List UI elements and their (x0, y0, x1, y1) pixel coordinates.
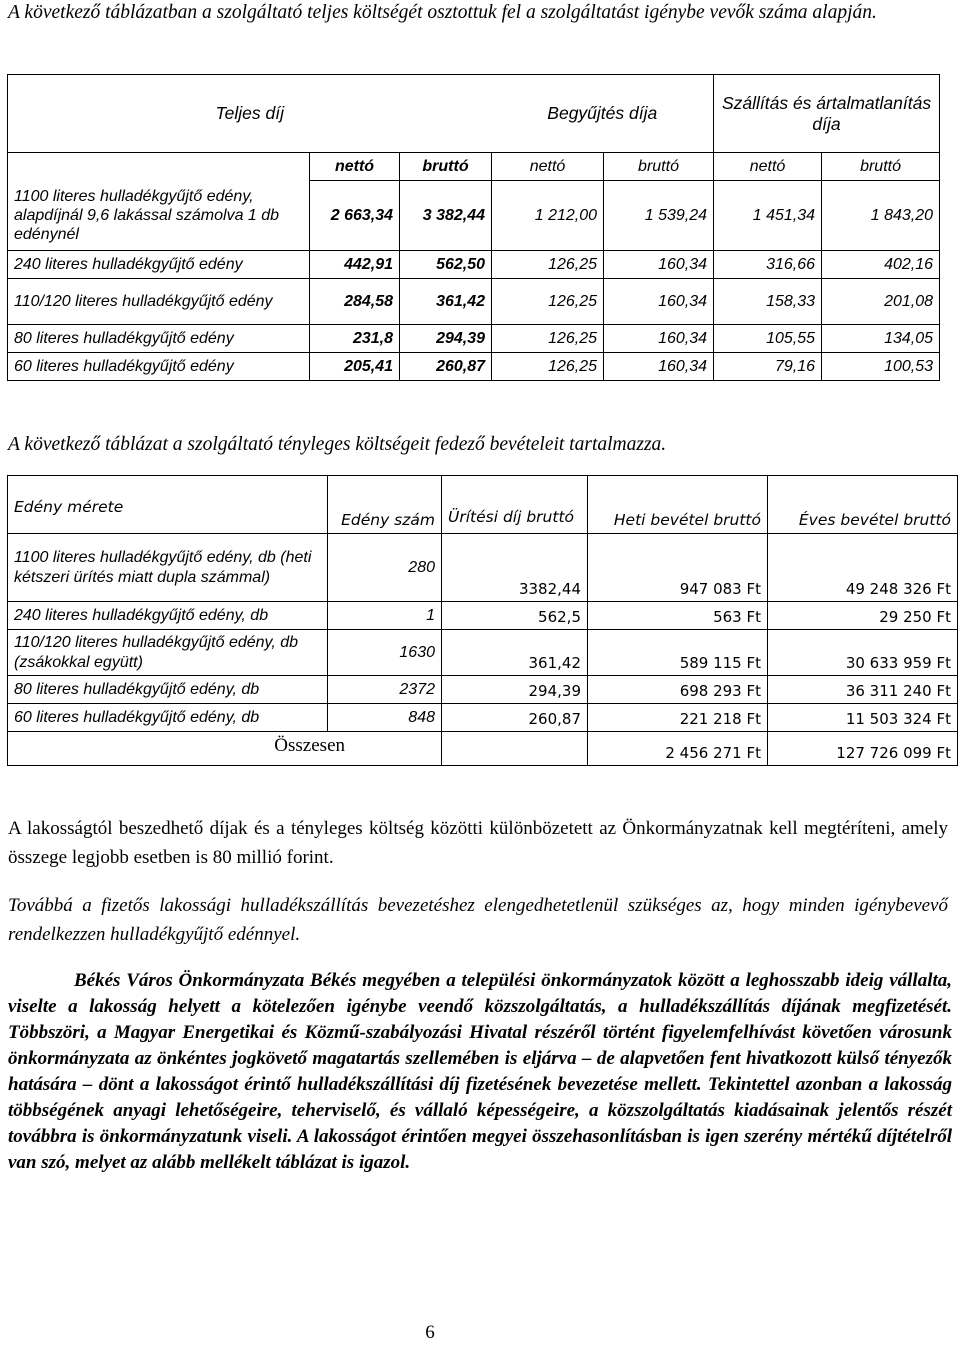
cell-yearly: 49 248 326 Ft (768, 534, 958, 602)
cell-fee: 361,42 (442, 630, 588, 676)
cell-value: 126,25 (492, 353, 604, 381)
paragraph-difference: A lakosságtól beszedhető díjak és a tényleges költség közötti különbözetett az Önkormányzatnak kell megtéríteni, amely összege legjobb esetben is 80 millió forint. (8, 818, 948, 868)
cell-fee: 260,87 (442, 704, 588, 732)
subheader-brutto-3: bruttó (822, 153, 940, 181)
cell-weekly: 589 115 Ft (588, 630, 768, 676)
cell-value: 316,66 (714, 251, 822, 279)
cell-value: 134,05 (822, 325, 940, 353)
total-label: Összesen (8, 732, 442, 766)
table-row (8, 676, 958, 704)
cell-weekly: 698 293 Ft (588, 676, 768, 704)
cell-value: 79,16 (714, 353, 822, 381)
cell-value: 442,91 (310, 251, 400, 279)
cell-value: 1 843,20 (822, 181, 940, 251)
row-label: 1100 literes hulladékgyűjtő edény, alapdíjnál 9,6 lakással számolva 1 db edénynél (8, 181, 310, 251)
subheader-netto-3: nettó (714, 153, 822, 181)
intro-text: A következő táblázatban a szolgáltató teljes költségét osztottuk fel a szolgáltatást igénybe vevők száma alapján. (8, 2, 877, 23)
subheader-netto-2: nettó (492, 153, 604, 181)
row-label: 60 literes hulladékgyűjtő edény, db (8, 704, 328, 732)
total-weekly: 2 456 271 Ft (588, 732, 768, 766)
cell-weekly: 563 Ft (588, 602, 768, 630)
cell-value: 201,08 (822, 279, 940, 325)
cell-fee: 562,5 (442, 602, 588, 630)
intro2-text: A következő táblázat a szolgáltató tényleges költségeit fedező bevételeit tartalmazza. (8, 434, 667, 455)
cell-count: 1 (328, 602, 442, 630)
cell-value: 205,41 (310, 353, 400, 381)
cell-value: 294,39 (400, 325, 492, 353)
header-szallitas-dija: Szállítás és ártalmatlanítás díja (714, 75, 940, 153)
total-empty-cell (442, 732, 588, 766)
cell-count: 1630 (328, 630, 442, 676)
cell-value: 126,25 (492, 279, 604, 325)
subheader-brutto-2: bruttó (604, 153, 714, 181)
header-eves-bevetel: Éves bevétel bruttó (768, 476, 958, 534)
table-row (8, 602, 958, 630)
cell-value: 160,34 (604, 279, 714, 325)
corner-cell (8, 153, 310, 181)
table-row (8, 325, 940, 353)
cell-value: 1 451,34 (714, 181, 822, 251)
cell-value: 126,25 (492, 325, 604, 353)
subheader-brutto-1: bruttó (400, 153, 492, 181)
row-label: 80 literes hulladékgyűjtő edény (8, 325, 310, 353)
header-begyujtes-dija: Begyűjtés díja (492, 75, 714, 153)
cell-fee: 3382,44 (442, 534, 588, 602)
cell-yearly: 36 311 240 Ft (768, 676, 958, 704)
table-row (8, 630, 958, 676)
header-uritesi-dij: Ürítési díj bruttó (442, 476, 588, 534)
cell-value: 100,53 (822, 353, 940, 381)
cell-value: 231,8 (310, 325, 400, 353)
cell-yearly: 30 633 959 Ft (768, 630, 958, 676)
paragraph-requirement: Továbbá a fizetős lakossági hulladékszállítás bevezetéshez elengedhetetlenül szükséges az, hogy minden igénybevevő rendelkezzen hulladékgyűjtő edénnyel. (8, 895, 948, 945)
page-number: 6 (425, 1322, 435, 1343)
row-label: 110/120 literes hulladékgyűjtő edény (8, 279, 310, 325)
row-label: 60 literes hulladékgyűjtő edény (8, 353, 310, 381)
cell-value: 2 663,34 (310, 181, 400, 251)
cell-value: 562,50 (400, 251, 492, 279)
cell-yearly: 29 250 Ft (768, 602, 958, 630)
cell-yearly: 11 503 324 Ft (768, 704, 958, 732)
header-heti-bevetel: Heti bevétel bruttó (588, 476, 768, 534)
row-label: 240 literes hulladékgyűjtő edény (8, 251, 310, 279)
cell-value: 1 539,24 (604, 181, 714, 251)
cell-value: 126,25 (492, 251, 604, 279)
cell-value: 260,87 (400, 353, 492, 381)
table-row (8, 534, 958, 602)
cell-count: 2372 (328, 676, 442, 704)
cell-value: 3 382,44 (400, 181, 492, 251)
subheader-netto-1: nettó (310, 153, 400, 181)
cell-value: 105,55 (714, 325, 822, 353)
cell-value: 160,34 (604, 251, 714, 279)
row-label: 80 literes hulladékgyűjtő edény, db (8, 676, 328, 704)
cost-breakdown-table (7, 74, 940, 381)
total-row (8, 732, 958, 766)
cell-weekly: 221 218 Ft (588, 704, 768, 732)
cell-value: 160,34 (604, 325, 714, 353)
cell-weekly: 947 083 Ft (588, 534, 768, 602)
revenue-table (7, 475, 958, 766)
header-teljes-dij: Teljes díj (8, 75, 492, 153)
cell-count: 848 (328, 704, 442, 732)
table-row (8, 279, 940, 325)
row-label: 240 literes hulladékgyűjtő edény, db (8, 602, 328, 630)
cell-value: 284,58 (310, 279, 400, 325)
table-row (8, 181, 940, 251)
paragraph-bekes-statement: Békés Város Önkormányzata Békés megyében a települési önkormányzatok között a leghosszabb ideig vállalta, viselte a lakosság helyett a kötelezően igénybe veendő közszolgáltatás, a hulladékszállítás díjának megfizetését. Többszöri, a Magyar Energetikai és Közmű-szabályozási Hivatal részéről történt figyelemfelhívást követően városunk önkormányzata az önkéntes jogkövető magatartás szellemében is eljárva – de alapvetően fent hivatkozott külső tényezők hatására – dönt a lakosságot érintő hulladékszállítási díj fizetésének bevezetése mellett. Tekintettel azonban a lakosság többségének anyagi lehetőségeire, teherviselő, és vállaló képességeire, a közszolgáltatás kiadásainak jelentős részét továbbra is önkormányzatunk viseli. A lakosságot érintően megyei összehasonlításban is igen szerény mértékű díjtételről van szó, melyet az alább mellékelt táblázat is igazol. (8, 970, 952, 1173)
cell-value: 402,16 (822, 251, 940, 279)
row-label: 110/120 literes hulladékgyűjtő edény, db (zsákokkal együtt) (8, 630, 328, 676)
cell-value: 1 212,00 (492, 181, 604, 251)
header-edeny-szam: Edény szám (328, 476, 442, 534)
cell-value: 361,42 (400, 279, 492, 325)
cell-count: 280 (328, 534, 442, 602)
table-row (8, 353, 940, 381)
cell-value: 160,34 (604, 353, 714, 381)
cell-fee: 294,39 (442, 676, 588, 704)
total-yearly: 127 726 099 Ft (768, 732, 958, 766)
row-label: 1100 literes hulladékgyűjtő edény, db (heti kétszeri ürítés miatt dupla számmal) (8, 534, 328, 602)
header-edeny-merete: Edény mérete (8, 476, 328, 534)
table-row (8, 704, 958, 732)
cell-value: 158,33 (714, 279, 822, 325)
table-row (8, 251, 940, 279)
